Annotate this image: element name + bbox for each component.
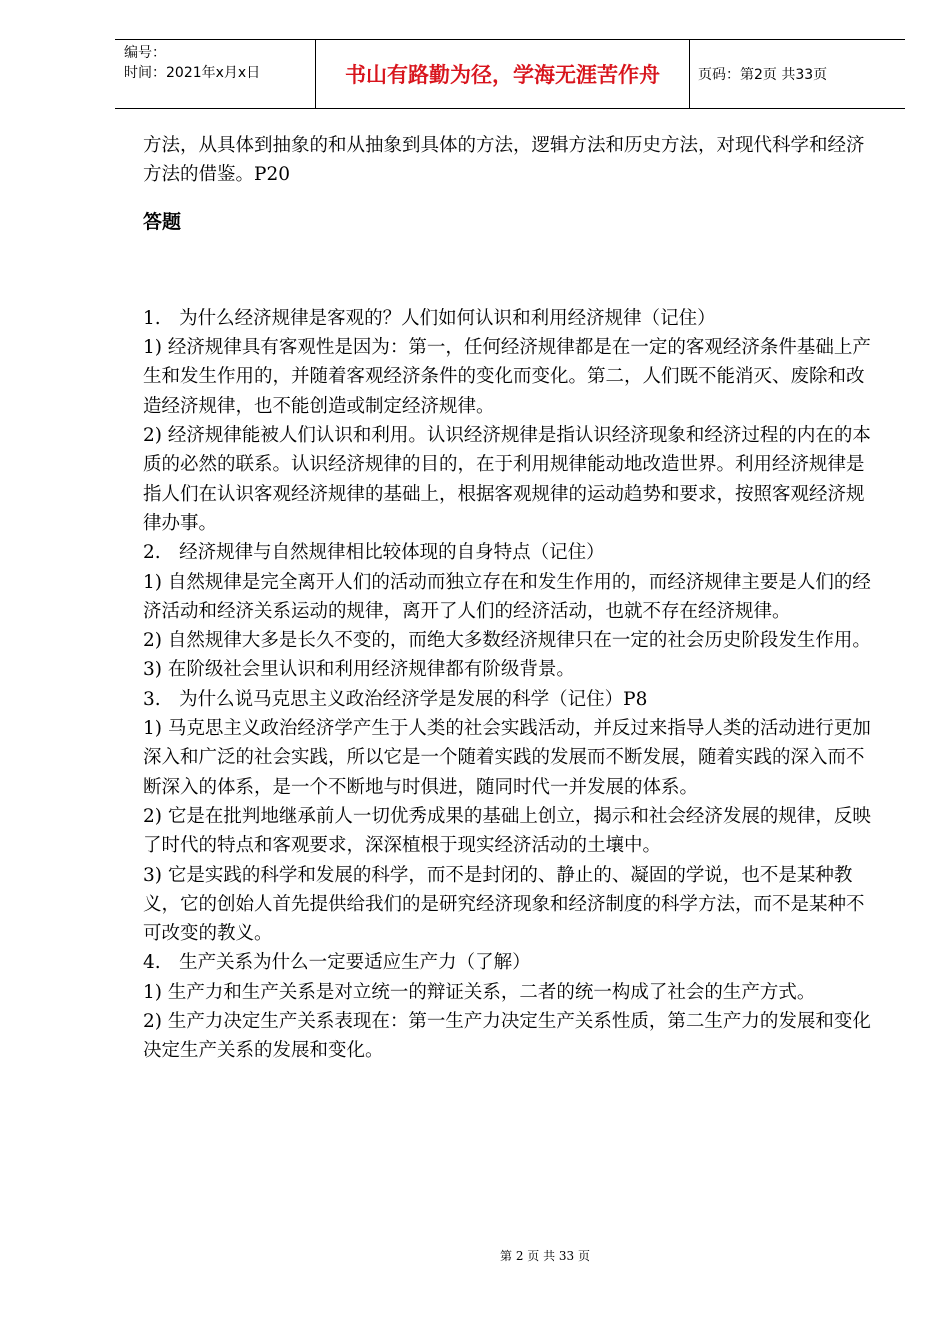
header-time-label: 时间：2021年x月x日 — [124, 65, 261, 81]
paragraph: 1) 经济规律具有客观性是因为：第一，任何经济规律都是在一定的客观经济条件基础上产生和发生作用的，并随着客观经济条件的变化而变化。第二，人们既不能消灭、废除和改造经济规律，也不能创造或制定经济规律。 — [143, 337, 871, 417]
page-header — [115, 39, 905, 109]
paragraph: 3) 在阶级社会里认识和利用经济规律都有阶级背景。 — [143, 659, 575, 681]
intro-paragraph: 方法，从具体到抽象的和从抽象到具体的方法，逻辑方法和历史方法，对现代科学和经济方法的借鉴。P20 — [143, 135, 865, 186]
paragraph: 1) 生产力和生产关系是对立统一的辩证关系，二者的统一构成了社会的生产方式。 — [143, 981, 816, 1003]
header-motto: 书山有路勤为径，学海无涯苦作舟 — [345, 63, 660, 87]
footer-page-number: 第 2 页 共 33 页 — [500, 1249, 590, 1263]
paragraph: 1) 马克思主义政治经济学产生于人类的社会实践活动，并反过来指导人类的活动进行更加深入和广泛的社会实践，所以它是一个随着实践的发展而不断发展，随着实践的深入而不断深入的体系，是一个不断地与时俱进，随同时代一并发展的体系。 — [143, 718, 871, 798]
paragraph: 2) 生产力决定生产关系表现在：第一生产力决定生产关系性质，第二生产力的发展和变化决定生产关系的发展和变化。 — [143, 1011, 871, 1062]
paragraph: 2) 自然规律大多是长久不变的，而绝大多数经济规律只在一定的社会历史阶段发生作用。 — [143, 630, 871, 652]
page-footer — [0, 1247, 950, 1264]
header-number-label: 编号： — [124, 45, 166, 61]
header-meta — [115, 40, 316, 108]
paragraph: 1) 自然规律是完全离开人们的活动而独立存在和发生作用的，而经济规律主要是人们的经济活动和经济关系运动的规律，离开了人们的经济活动，也就不存在经济规律。 — [143, 571, 871, 622]
section-title: 答题 — [143, 210, 182, 233]
paragraph: 2) 经济规律能被人们认识和利用。认识经济规律是指认识经济现象和经济过程的内在的本质的必然的联系。认识经济规律的目的，在于利用规律能动地改造世界。利用经济规律是指人们在认识客观经济规律的基础上，根据客观规律的运动趋势和要求，按照客观经济规律办事。 — [143, 425, 871, 534]
header-page-info: 页码：第2页 共33页 — [698, 67, 828, 83]
paragraph: 2) 它是在批判地继承前人一切优秀成果的基础上创立，揭示和社会经济发展的规律，反映了时代的特点和客观要求，深深植根于现实经济活动的土壤中。 — [143, 805, 871, 857]
paragraph: 2. 经济规律与自然规律相比较体现的自身特点（记住） — [143, 542, 605, 564]
paragraph: 3. 为什么说马克思主义政治经济学是发展的科学（记住）P8 — [143, 688, 648, 710]
header-motto-cell — [316, 40, 690, 108]
paragraph: 1. 为什么经济规律是客观的？人们如何认识和利用经济规律（记住） — [143, 307, 716, 329]
header-page-cell — [690, 40, 905, 108]
paragraph: 4. 生产关系为什么一定要适应生产力（了解） — [143, 952, 531, 974]
document-body — [143, 131, 875, 1066]
paragraph: 3) 它是实践的科学和发展的科学，而不是封闭的、静止的、凝固的学说，也不是某种教义，它的创始人首先提供给我们的是研究经济现象和经济制度的科学方法，而不是某种不可改变的教义。 — [143, 864, 865, 945]
